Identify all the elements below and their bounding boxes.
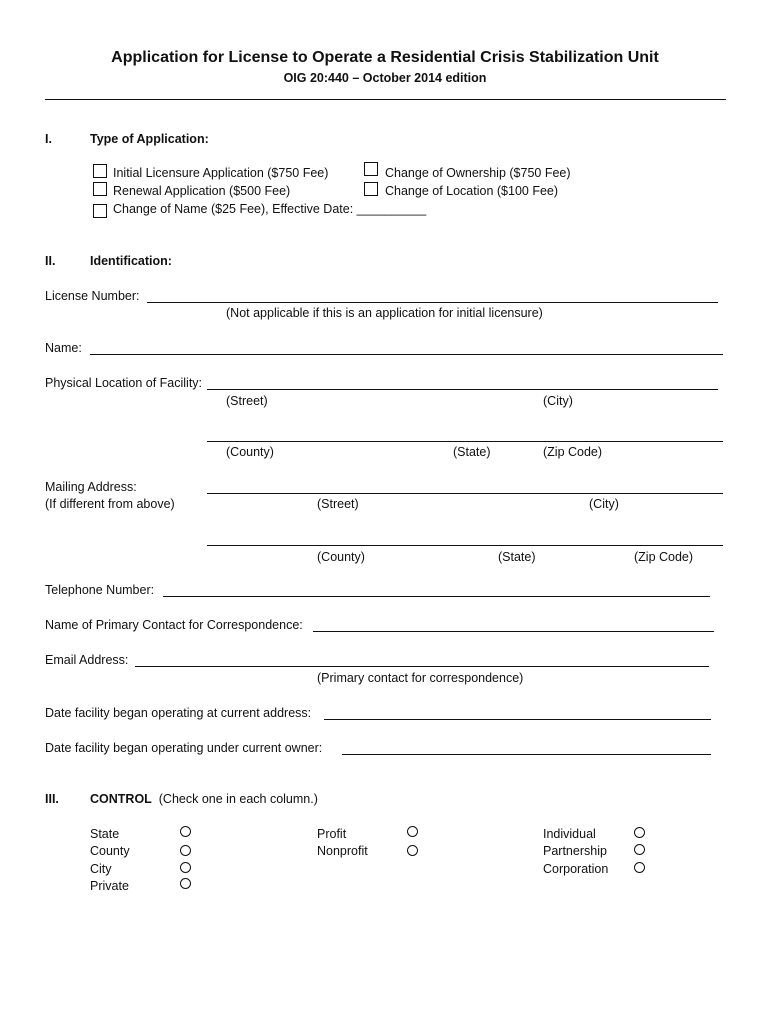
initial-licensure-checkbox[interactable]: [93, 164, 107, 178]
page-title: Application for License to Operate a Residential Crisis Stabilization Unit: [111, 49, 659, 66]
primary-contact-field[interactable]: [313, 631, 714, 632]
control-profit-radio[interactable]: [407, 826, 418, 837]
date-current-owner-label: Date facility began operating under current owner:: [45, 741, 323, 755]
mailing-city-caption: (City): [589, 497, 619, 511]
control-partnership-radio[interactable]: [634, 844, 645, 855]
name-field[interactable]: [90, 354, 723, 355]
control-option-private: Private: [90, 879, 129, 893]
physical-location-label: Physical Location of Facility:: [45, 376, 203, 390]
control-option-profit: Profit: [317, 827, 347, 841]
date-current-address-label: Date facility began operating at current address:: [45, 706, 312, 720]
control-option-partnership: Partnership: [543, 844, 607, 858]
mailing-state-caption: (State): [498, 550, 536, 564]
mailing-street-city-field[interactable]: [207, 493, 723, 494]
change-of-name-label: Change of Name ($25 Fee), Effective Date: __________: [113, 202, 427, 216]
header-divider: [45, 99, 726, 100]
mailing-address-sublabel: (If different from above): [45, 497, 175, 511]
date-current-owner-field[interactable]: [342, 754, 711, 755]
control-county-radio[interactable]: [180, 845, 191, 856]
change-of-ownership-checkbox[interactable]: [364, 162, 378, 176]
initial-licensure-label: Initial Licensure Application ($750 Fee): [113, 166, 329, 180]
section-3-heading: CONTROL: [90, 792, 152, 806]
section-2-numeral: II.: [45, 254, 56, 268]
control-corporation-radio[interactable]: [634, 862, 645, 873]
renewal-label: Renewal Application ($500 Fee): [113, 184, 291, 198]
change-of-name-checkbox[interactable]: [93, 204, 107, 218]
mailing-street-caption: (Street): [317, 497, 359, 511]
control-private-radio[interactable]: [180, 878, 191, 889]
name-label: Name:: [45, 341, 82, 355]
control-option-city: City: [90, 862, 112, 876]
mailing-address-label: Mailing Address:: [45, 480, 137, 494]
section-1-heading: Type of Application:: [90, 132, 209, 146]
email-field[interactable]: [135, 666, 709, 667]
physical-county-caption: (County): [226, 445, 274, 459]
physical-street-city-field[interactable]: [207, 389, 718, 390]
page-subtitle: OIG 20:440 – October 2014 edition: [283, 71, 487, 85]
control-option-state: State: [90, 827, 120, 841]
mailing-zip-caption: (Zip Code): [634, 550, 694, 564]
license-number-note: (Not applicable if this is an application for initial licensure): [226, 306, 543, 320]
control-option-nonprofit: Nonprofit: [317, 844, 368, 858]
telephone-label: Telephone Number:: [45, 583, 155, 597]
control-option-individual: Individual: [543, 827, 596, 841]
physical-county-state-zip-field[interactable]: [207, 441, 723, 442]
section-3-instruction: (Check one in each column.): [158, 792, 318, 806]
mailing-county-caption: (County): [317, 550, 365, 564]
renewal-checkbox[interactable]: [93, 182, 107, 196]
physical-state-caption: (State): [453, 445, 491, 459]
control-option-county: County: [90, 844, 130, 858]
control-individual-radio[interactable]: [634, 827, 645, 838]
control-state-radio[interactable]: [180, 826, 191, 837]
change-of-ownership-label: Change of Ownership ($750 Fee): [385, 166, 571, 180]
primary-contact-label: Name of Primary Contact for Correspondence:: [45, 618, 303, 632]
email-label: Email Address:: [45, 653, 129, 667]
physical-city-caption: (City): [543, 394, 573, 408]
control-option-corporation: Corporation: [543, 862, 609, 876]
section-2-heading: Identification:: [90, 254, 172, 268]
physical-zip-caption: (Zip Code): [543, 445, 603, 459]
section-3-numeral: III.: [45, 792, 59, 806]
physical-street-caption: (Street): [226, 394, 268, 408]
control-city-radio[interactable]: [180, 862, 191, 873]
change-of-location-checkbox[interactable]: [364, 182, 378, 196]
date-current-address-field[interactable]: [324, 719, 711, 720]
license-number-field[interactable]: [147, 302, 718, 303]
mailing-county-state-zip-field[interactable]: [207, 545, 723, 546]
email-note: (Primary contact for correspondence): [317, 671, 524, 685]
section-1-numeral: I.: [45, 132, 52, 146]
telephone-field[interactable]: [163, 596, 710, 597]
control-nonprofit-radio[interactable]: [407, 845, 418, 856]
section-3-heading-line: [90, 792, 318, 806]
change-of-location-label: Change of Location ($100 Fee): [385, 184, 559, 198]
license-number-label: License Number:: [45, 289, 140, 303]
